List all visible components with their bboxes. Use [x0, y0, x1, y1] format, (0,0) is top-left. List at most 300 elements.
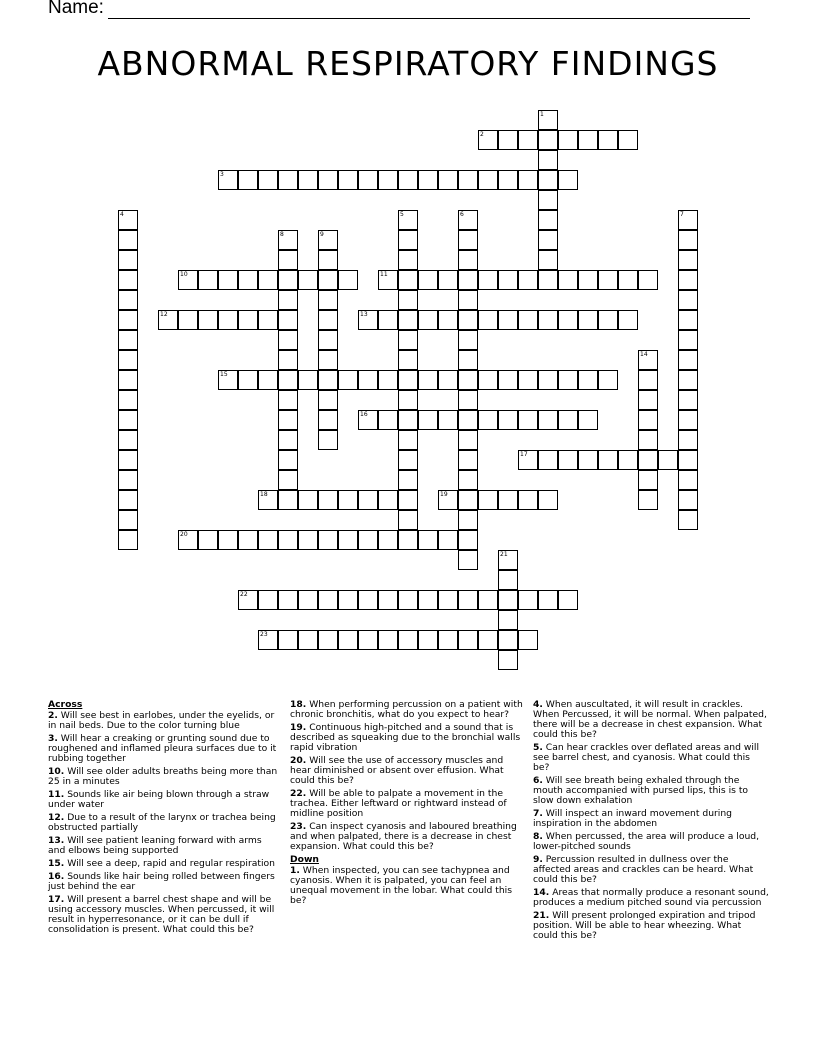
clue-item-number: 20. [290, 755, 307, 766]
grid-cell[interactable] [458, 450, 478, 470]
grid-cell[interactable] [118, 330, 138, 350]
grid-cell[interactable] [278, 530, 298, 550]
grid-cell[interactable] [418, 410, 438, 430]
grid-cell[interactable] [398, 210, 418, 230]
grid-cell[interactable] [338, 490, 358, 510]
grid-cell[interactable] [598, 130, 618, 150]
grid-cell[interactable] [378, 490, 398, 510]
grid-cell[interactable] [238, 270, 258, 290]
clue-item-text: Areas that normally produce a resonant sound, produces a medium pitched sound via percussion [533, 887, 769, 908]
grid-cell[interactable] [438, 270, 458, 290]
grid-cell[interactable] [538, 210, 558, 230]
grid-cell[interactable] [298, 530, 318, 550]
grid-cell[interactable] [278, 350, 298, 370]
grid-cell[interactable] [678, 390, 698, 410]
grid-cell[interactable] [398, 290, 418, 310]
grid-cell[interactable] [218, 530, 238, 550]
clue-item-text: Continuous high-pitched and a sound that is described as squeaking due to the bronchial walls rapid vibration [290, 722, 521, 753]
grid-cell[interactable] [278, 310, 298, 330]
clue-item-text: Will see breath being exhaled through the mouth accompanied with pursed lips, this is to slow down exhalation [533, 775, 749, 806]
grid-cell[interactable] [378, 590, 398, 610]
grid-cell[interactable] [638, 350, 658, 370]
grid-cell[interactable] [478, 310, 498, 330]
grid-cell[interactable] [538, 310, 558, 330]
grid-cell[interactable] [458, 590, 478, 610]
grid-cell[interactable] [598, 270, 618, 290]
grid-cell[interactable] [378, 370, 398, 390]
grid-cell[interactable] [398, 490, 418, 510]
grid-cell[interactable] [518, 130, 538, 150]
grid-cell[interactable] [678, 290, 698, 310]
clue-item [290, 866, 526, 906]
grid-cell[interactable] [298, 270, 318, 290]
grid-cell[interactable] [478, 590, 498, 610]
grid-cell[interactable] [438, 410, 458, 430]
grid-cell[interactable] [558, 130, 578, 150]
grid-cell[interactable] [538, 590, 558, 610]
clue-item-text: When inspected, you can see tachypnea and cyanosis. When it is palpated, you can feel an unequal movement in the lobar. What could this be? [290, 865, 512, 906]
grid-cell[interactable] [278, 230, 298, 250]
grid-cell[interactable] [298, 590, 318, 610]
grid-cell[interactable] [678, 210, 698, 230]
grid-cell[interactable] [358, 530, 378, 550]
grid-cell[interactable] [498, 610, 518, 630]
grid-cell[interactable] [438, 490, 458, 510]
grid-cell[interactable] [458, 510, 478, 530]
grid-cell[interactable] [418, 530, 438, 550]
grid-cell[interactable] [358, 170, 378, 190]
grid-cell[interactable] [658, 450, 678, 470]
grid-cell[interactable] [358, 630, 378, 650]
grid-cell[interactable] [438, 530, 458, 550]
grid-cell[interactable] [398, 590, 418, 610]
grid-cell[interactable] [458, 470, 478, 490]
grid-cell[interactable] [318, 530, 338, 550]
grid-cell[interactable] [438, 170, 458, 190]
grid-cell[interactable] [258, 590, 278, 610]
grid-cell[interactable] [498, 270, 518, 290]
grid-cell[interactable] [618, 450, 638, 470]
grid-cell[interactable] [278, 170, 298, 190]
grid-cell[interactable] [158, 310, 178, 330]
clue-item [48, 711, 281, 731]
grid-cell[interactable] [458, 330, 478, 350]
grid-cell[interactable] [518, 270, 538, 290]
grid-cell[interactable] [118, 430, 138, 450]
grid-cell[interactable] [238, 370, 258, 390]
grid-cell[interactable] [678, 410, 698, 430]
grid-cell[interactable] [358, 370, 378, 390]
clue-list [48, 711, 281, 935]
grid-cell[interactable] [638, 390, 658, 410]
grid-cell[interactable] [318, 290, 338, 310]
grid-cell[interactable] [538, 130, 558, 150]
grid-cell[interactable] [418, 630, 438, 650]
grid-cell[interactable] [198, 310, 218, 330]
grid-cell[interactable] [558, 370, 578, 390]
grid-cell[interactable] [538, 270, 558, 290]
grid-cell[interactable] [638, 370, 658, 390]
page-title: ABNORMAL RESPIRATORY FINDINGS [97, 44, 719, 83]
grid-cell[interactable] [178, 530, 198, 550]
grid-cell[interactable] [558, 450, 578, 470]
grid-cell[interactable] [358, 410, 378, 430]
clue-item-number: 21. [533, 910, 550, 921]
grid-cell[interactable] [278, 370, 298, 390]
grid-cell[interactable] [398, 630, 418, 650]
grid-cell[interactable] [498, 310, 518, 330]
grid-cell[interactable] [518, 490, 538, 510]
grid-cell[interactable] [238, 170, 258, 190]
grid-cell[interactable] [538, 170, 558, 190]
grid-cell[interactable] [398, 230, 418, 250]
grid-cell[interactable] [538, 150, 558, 170]
grid-cell[interactable] [298, 630, 318, 650]
grid-cell[interactable] [318, 250, 338, 270]
grid-cell[interactable] [678, 270, 698, 290]
grid-cell[interactable] [118, 230, 138, 250]
grid-cell[interactable] [318, 330, 338, 350]
clue-item-text: When auscultated, it will result in crackles. When Percussed, it will be normal. When palpated, there will be a decrease in chest expansion. What could this be? [533, 699, 767, 740]
grid-cell[interactable] [338, 590, 358, 610]
grid-cell[interactable] [298, 490, 318, 510]
grid-cell[interactable] [558, 170, 578, 190]
grid-cell[interactable] [118, 530, 138, 550]
clue-item-text: When percussed, the area will produce a loud, lower-pitched sounds [533, 831, 760, 852]
grid-cell[interactable] [258, 630, 278, 650]
grid-cell[interactable] [518, 630, 538, 650]
grid-cell[interactable] [458, 210, 478, 230]
grid-cell[interactable] [378, 410, 398, 430]
grid-cell[interactable] [118, 310, 138, 330]
grid-cell[interactable] [398, 270, 418, 290]
grid-cell[interactable] [538, 450, 558, 470]
grid-cell[interactable] [218, 270, 238, 290]
grid-cell[interactable] [178, 270, 198, 290]
grid-cell[interactable] [458, 230, 478, 250]
grid-cell[interactable] [458, 310, 478, 330]
grid-cell[interactable] [218, 310, 238, 330]
grid-cell[interactable] [358, 310, 378, 330]
clue-list [290, 700, 526, 852]
grid-cell[interactable] [678, 310, 698, 330]
grid-cell[interactable] [618, 130, 638, 150]
grid-cell[interactable] [498, 650, 518, 670]
grid-cell[interactable] [598, 310, 618, 330]
across-heading: Across [48, 699, 83, 710]
grid-cell[interactable] [118, 290, 138, 310]
grid-cell[interactable] [458, 530, 478, 550]
grid-cell[interactable] [238, 530, 258, 550]
clue-item [48, 790, 281, 810]
grid-cell[interactable] [578, 450, 598, 470]
grid-cell[interactable] [298, 370, 318, 390]
grid-cell[interactable] [458, 370, 478, 390]
grid-cell[interactable] [598, 450, 618, 470]
grid-cell[interactable] [538, 190, 558, 210]
grid-cell[interactable] [638, 410, 658, 430]
grid-cell[interactable] [318, 230, 338, 250]
grid-cell[interactable] [478, 270, 498, 290]
grid-cell[interactable] [558, 270, 578, 290]
grid-cell[interactable] [338, 270, 358, 290]
grid-cell[interactable] [678, 330, 698, 350]
grid-cell[interactable] [118, 210, 138, 230]
clue-item-text: Will present prolonged expiration and tripod position. Will be able to hear wheezing. What could this be? [533, 910, 756, 941]
grid-cell[interactable] [118, 410, 138, 430]
grid-cell[interactable] [478, 170, 498, 190]
grid-cell[interactable] [418, 590, 438, 610]
grid-cell[interactable] [458, 630, 478, 650]
grid-cell[interactable] [398, 170, 418, 190]
grid-cell[interactable] [398, 390, 418, 410]
clue-item [48, 813, 281, 833]
grid-cell[interactable] [338, 630, 358, 650]
grid-cell[interactable] [538, 250, 558, 270]
grid-cell[interactable] [278, 290, 298, 310]
grid-cell[interactable] [558, 410, 578, 430]
clue-number: 7 [680, 211, 684, 218]
grid-cell[interactable] [678, 250, 698, 270]
grid-cell[interactable] [278, 270, 298, 290]
grid-cell[interactable] [678, 490, 698, 510]
grid-cell[interactable] [678, 510, 698, 530]
grid-cell[interactable] [278, 430, 298, 450]
clue-number: 15 [220, 371, 228, 378]
grid-cell[interactable] [258, 370, 278, 390]
clue-item [533, 743, 769, 773]
clue-item-number: 3. [48, 733, 58, 744]
grid-cell[interactable] [458, 250, 478, 270]
grid-cell[interactable] [378, 270, 398, 290]
grid-cell[interactable] [518, 370, 538, 390]
grid-cell[interactable] [378, 530, 398, 550]
grid-cell[interactable] [178, 310, 198, 330]
down-heading: Down [290, 854, 319, 865]
grid-cell[interactable] [578, 410, 598, 430]
grid-cell[interactable] [278, 250, 298, 270]
grid-cell[interactable] [498, 590, 518, 610]
grid-cell[interactable] [418, 310, 438, 330]
grid-cell[interactable] [418, 170, 438, 190]
grid-cell[interactable] [318, 270, 338, 290]
grid-cell[interactable] [318, 370, 338, 390]
clue-item-number: 8. [533, 831, 543, 842]
grid-cell[interactable] [538, 370, 558, 390]
grid-cell[interactable] [398, 450, 418, 470]
grid-cell[interactable] [118, 350, 138, 370]
clue-item-text: Will hear a creaking or grunting sound due to roughened and inflamed pleura surfaces due to it rubbing together [48, 733, 277, 764]
grid-cell[interactable] [318, 350, 338, 370]
grid-cell[interactable] [678, 430, 698, 450]
grid-cell[interactable] [378, 170, 398, 190]
clue-item-text: Sounds like hair being rolled between fingers just behind the ear [48, 871, 275, 892]
grid-cell[interactable] [538, 410, 558, 430]
grid-cell[interactable] [278, 330, 298, 350]
grid-cell[interactable] [118, 470, 138, 490]
grid-cell[interactable] [258, 310, 278, 330]
grid-cell[interactable] [318, 590, 338, 610]
grid-cell[interactable] [458, 270, 478, 290]
grid-cell[interactable] [618, 270, 638, 290]
clue-number: 2 [480, 131, 484, 138]
clue-item [290, 723, 526, 753]
grid-cell[interactable] [398, 410, 418, 430]
grid-cell[interactable] [638, 270, 658, 290]
grid-cell[interactable] [318, 430, 338, 450]
grid-cell[interactable] [638, 450, 658, 470]
clue-item-number: 10. [48, 766, 65, 777]
grid-cell[interactable] [438, 370, 458, 390]
grid-cell[interactable] [378, 630, 398, 650]
grid-cell[interactable] [558, 590, 578, 610]
grid-cell[interactable] [678, 470, 698, 490]
grid-cell[interactable] [478, 130, 498, 150]
grid-cell[interactable] [458, 170, 478, 190]
grid-cell[interactable] [678, 230, 698, 250]
grid-cell[interactable] [258, 270, 278, 290]
grid-cell[interactable] [458, 550, 478, 570]
grid-cell[interactable] [358, 590, 378, 610]
grid-cell[interactable] [118, 270, 138, 290]
grid-cell[interactable] [638, 470, 658, 490]
grid-cell[interactable] [538, 230, 558, 250]
grid-cell[interactable] [318, 310, 338, 330]
grid-cell[interactable] [618, 310, 638, 330]
grid-cell[interactable] [118, 370, 138, 390]
grid-cell[interactable] [678, 350, 698, 370]
grid-cell[interactable] [318, 630, 338, 650]
grid-cell[interactable] [478, 410, 498, 430]
grid-cell[interactable] [298, 170, 318, 190]
grid-cell[interactable] [318, 170, 338, 190]
grid-cell[interactable] [638, 430, 658, 450]
grid-cell[interactable] [238, 310, 258, 330]
grid-cell[interactable] [218, 170, 238, 190]
grid-cell[interactable] [278, 410, 298, 430]
grid-cell[interactable] [518, 310, 538, 330]
clue-item [48, 859, 281, 869]
grid-cell[interactable] [458, 350, 478, 370]
grid-cell[interactable] [538, 110, 558, 130]
grid-cell[interactable] [258, 530, 278, 550]
grid-cell[interactable] [418, 270, 438, 290]
grid-cell[interactable] [118, 250, 138, 270]
grid-cell[interactable] [118, 510, 138, 530]
grid-cell[interactable] [118, 490, 138, 510]
grid-cell[interactable] [278, 450, 298, 470]
grid-cell[interactable] [538, 490, 558, 510]
grid-cell[interactable] [118, 390, 138, 410]
grid-cell[interactable] [278, 470, 298, 490]
grid-cell[interactable] [458, 390, 478, 410]
grid-cell[interactable] [218, 370, 238, 390]
grid-cell[interactable] [518, 590, 538, 610]
grid-cell[interactable] [318, 390, 338, 410]
clues-column-1 [48, 700, 281, 938]
grid-cell[interactable] [418, 370, 438, 390]
grid-cell[interactable] [358, 490, 378, 510]
grid-cell[interactable] [598, 370, 618, 390]
grid-cell[interactable] [458, 430, 478, 450]
grid-cell[interactable] [398, 310, 418, 330]
grid-cell[interactable] [398, 370, 418, 390]
clue-item-number: 17. [48, 894, 65, 905]
grid-cell[interactable] [318, 410, 338, 430]
grid-cell[interactable] [398, 250, 418, 270]
grid-cell[interactable] [678, 450, 698, 470]
grid-cell[interactable] [518, 170, 538, 190]
clue-item [533, 911, 769, 941]
grid-cell[interactable] [578, 130, 598, 150]
grid-cell[interactable] [498, 370, 518, 390]
grid-cell[interactable] [558, 310, 578, 330]
grid-cell[interactable] [238, 590, 258, 610]
grid-cell[interactable] [578, 370, 598, 390]
grid-cell[interactable] [458, 410, 478, 430]
grid-cell[interactable] [278, 490, 298, 510]
grid-cell[interactable] [518, 410, 538, 430]
grid-cell[interactable] [458, 490, 478, 510]
grid-cell[interactable] [398, 330, 418, 350]
grid-cell[interactable] [498, 570, 518, 590]
grid-cell[interactable] [438, 630, 458, 650]
grid-cell[interactable] [498, 170, 518, 190]
grid-cell[interactable] [498, 550, 518, 570]
grid-cell[interactable] [398, 510, 418, 530]
grid-cell[interactable] [578, 270, 598, 290]
grid-cell[interactable] [638, 490, 658, 510]
clue-item [533, 832, 769, 852]
clue-item [290, 756, 526, 786]
grid-cell[interactable] [518, 450, 538, 470]
grid-cell[interactable] [338, 530, 358, 550]
grid-cell[interactable] [438, 590, 458, 610]
clue-item-text: Will see a deep, rapid and regular respiration [64, 858, 275, 869]
grid-cell[interactable] [438, 310, 458, 330]
grid-cell[interactable] [378, 310, 398, 330]
grid-cell[interactable] [278, 590, 298, 610]
grid-cell[interactable] [278, 390, 298, 410]
grid-cell[interactable] [478, 370, 498, 390]
grid-cell[interactable] [478, 490, 498, 510]
grid-cell[interactable] [498, 490, 518, 510]
grid-cell[interactable] [198, 530, 218, 550]
grid-cell[interactable] [678, 370, 698, 390]
grid-cell[interactable] [478, 630, 498, 650]
grid-cell[interactable] [398, 430, 418, 450]
grid-cell[interactable] [398, 350, 418, 370]
clue-item [290, 822, 526, 852]
grid-cell[interactable] [398, 530, 418, 550]
grid-cell[interactable] [338, 370, 358, 390]
grid-cell[interactable] [258, 170, 278, 190]
grid-cell[interactable] [318, 490, 338, 510]
grid-cell[interactable] [338, 170, 358, 190]
grid-cell[interactable] [198, 270, 218, 290]
grid-cell[interactable] [118, 450, 138, 470]
grid-cell[interactable] [278, 630, 298, 650]
grid-cell[interactable] [458, 290, 478, 310]
grid-cell[interactable] [578, 310, 598, 330]
clue-item-number: 16. [48, 871, 65, 882]
grid-cell[interactable] [258, 490, 278, 510]
grid-cell[interactable] [498, 630, 518, 650]
clue-item-text: Will see older adults breaths being more than 25 in a minutes [48, 766, 278, 787]
grid-cell[interactable] [398, 470, 418, 490]
grid-cell[interactable] [498, 410, 518, 430]
grid-cell[interactable] [498, 130, 518, 150]
